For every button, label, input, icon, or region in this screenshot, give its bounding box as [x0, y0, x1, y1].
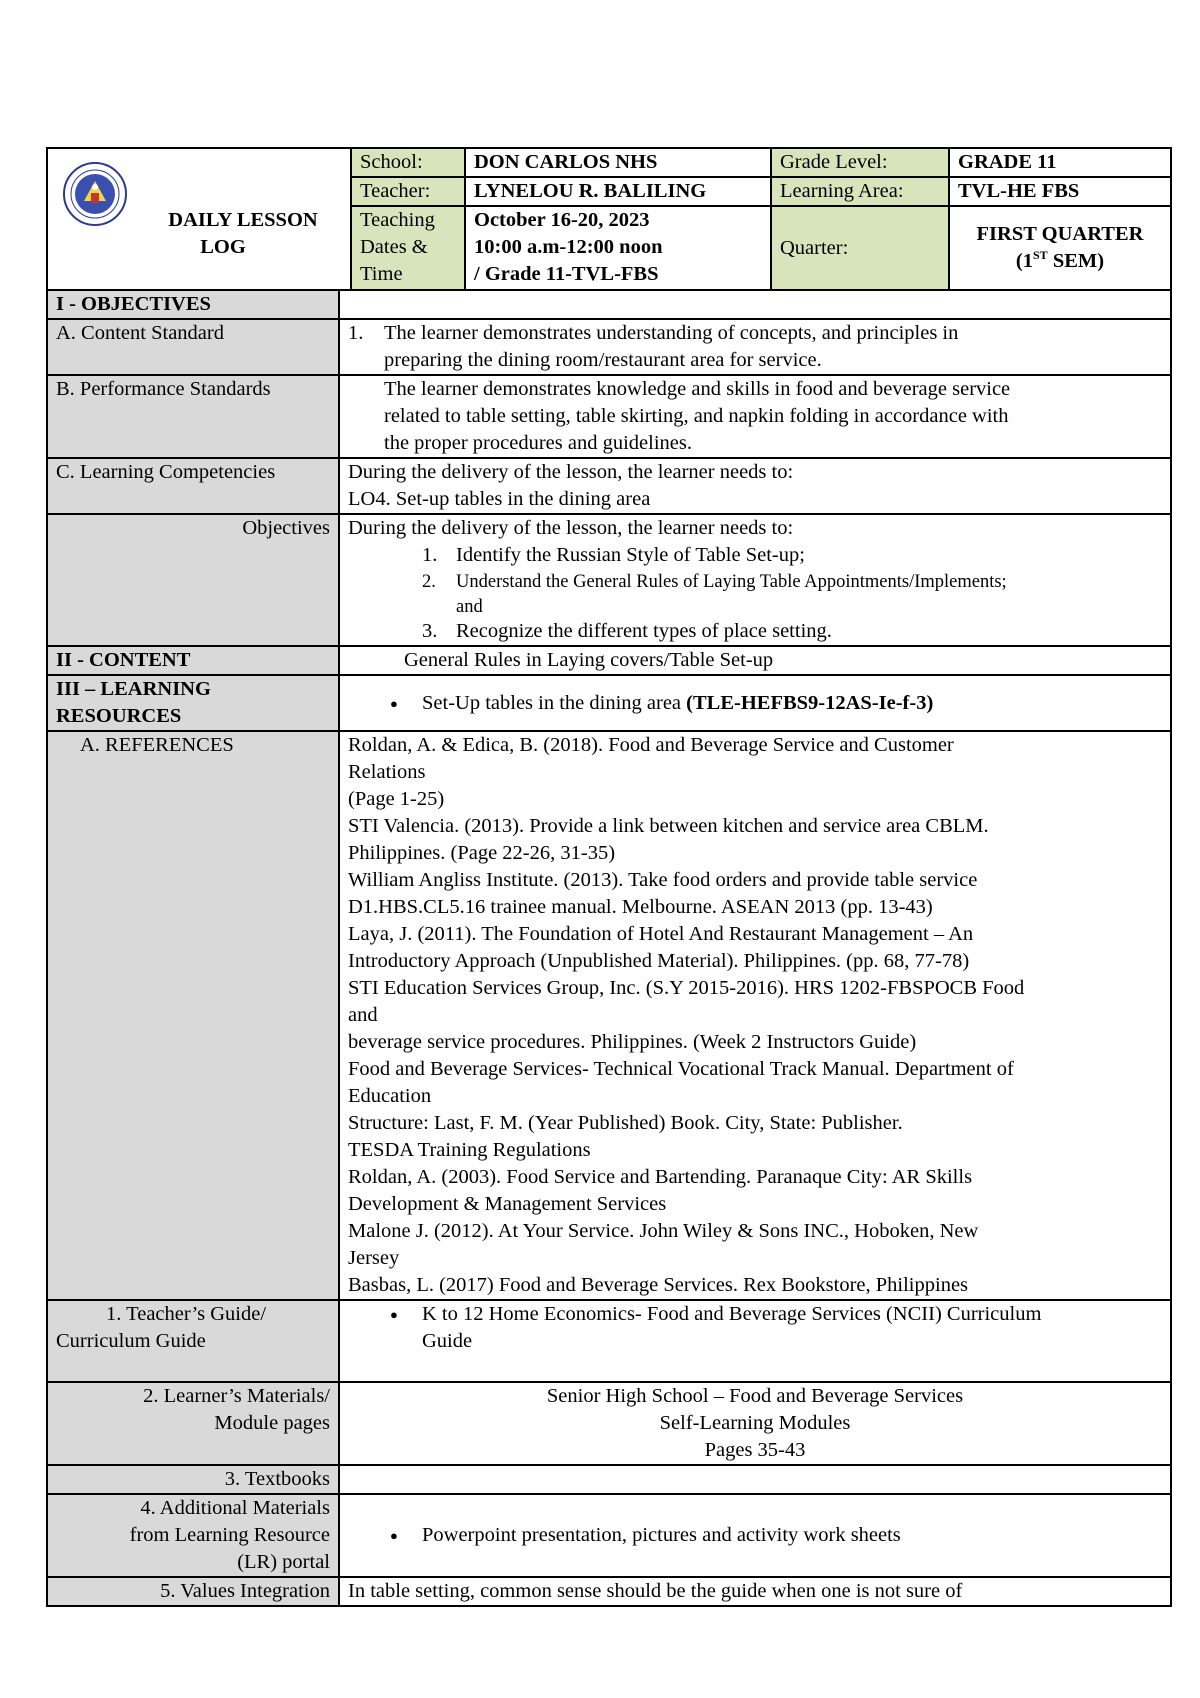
learners-materials-line-1: Senior High School – Food and Beverage Services [546, 1385, 964, 1407]
resources-heading-2: RESOURCES [56, 705, 182, 727]
reference-line: Jersey [348, 1247, 400, 1269]
quarter-sup: ST [1033, 248, 1048, 263]
references-value [339, 731, 1171, 1300]
quarter-open: (1 [1015, 250, 1033, 273]
reference-line: Malone J. (2012). At Your Service. John Wiley & Sons INC., Hoboken, New [348, 1220, 979, 1242]
teacher-label: Teacher: [351, 177, 465, 206]
quarter-label: Quarter: [771, 206, 949, 290]
resources-text: Set-Up tables in the dining area [422, 691, 687, 714]
reference-line: Structure: Last, F. M. (Year Published) Book. City, State: Publisher. [348, 1112, 903, 1134]
quarter-value [949, 206, 1171, 290]
performance-value [339, 375, 1171, 458]
content-standard-num: 1. [348, 322, 364, 344]
content-standard-value [339, 319, 1171, 375]
teachers-guide-value [339, 1300, 1171, 1382]
objectives-intro: During the delivery of the lesson, the learner needs to: [348, 517, 794, 539]
objective-item [348, 569, 1162, 618]
grade-label: Grade Level: [771, 148, 949, 177]
dates-value-2: 10:00 a.m-12:00 noon [474, 236, 663, 259]
objective-num: 3. [422, 620, 438, 642]
values-integration-label: 5. Values Integration [47, 1577, 339, 1606]
objective-text: Understand the General Rules of Laying Table Appointments/Implements; [456, 572, 1007, 592]
reference-line: Relations [348, 761, 426, 783]
school-value: DON CARLOS NHS [465, 148, 771, 177]
content-standard-label: A. Content Standard [47, 319, 339, 375]
dates-label-1: Teaching [360, 209, 435, 232]
teachers-guide-line-1: ● K to 12 Home Economics- Food and Beverage Services (NCII) Curriculum [348, 1301, 1162, 1328]
dates-label-2: Dates & [360, 236, 428, 259]
performance-line-3: the proper procedures and guidelines. [384, 432, 692, 454]
reference-line: Food and Beverage Services- Technical Vocational Track Manual. Department of [348, 1058, 1014, 1080]
reference-line: beverage service procedures. Philippines. (Week 2 Instructors Guide) [348, 1031, 917, 1053]
title-line-2: LOG [200, 236, 246, 258]
content-value [339, 646, 1171, 675]
reference-line: D1.HBS.CL5.16 trainee manual. Melbourne. ASEAN 2013 (pp. 13-43) [348, 896, 933, 918]
objectives-heading-blank [339, 290, 1171, 319]
dates-label-3: Time [360, 263, 403, 286]
reference-line: Laya, J. (2011). The Foundation of Hotel And Restaurant Management – An [348, 923, 974, 945]
quarter-value-2 [958, 248, 1162, 275]
school-label: School: [351, 148, 465, 177]
reference-line: Introductory Approach (Unpublished Material). Philippines. (pp. 68, 77-78) [348, 950, 970, 972]
competencies-line-1: During the delivery of the lesson, the learner needs to: [348, 461, 794, 483]
references-label-text: A. REFERENCES [80, 734, 234, 756]
references-label [47, 731, 339, 1300]
learners-materials-value [339, 1382, 1171, 1465]
learners-materials-line-3: Pages 35-43 [704, 1439, 806, 1461]
performance-label: B. Performance Standards [47, 375, 339, 458]
teachers-guide-line-2: Guide [422, 1330, 473, 1352]
additional-materials-label-3: (LR) portal [237, 1551, 330, 1573]
additional-materials-label-2: from Learning Resource [129, 1524, 330, 1546]
learners-materials-line-2: Self-Learning Modules [659, 1412, 851, 1434]
dates-value-3: / Grade 11-TVL-FBS [474, 263, 659, 286]
textbooks-value [339, 1465, 1171, 1494]
grade-value: GRADE 11 [949, 148, 1171, 177]
reference-line: and [348, 1004, 378, 1026]
additional-materials-label-1: 4. Additional Materials [140, 1497, 330, 1519]
reference-line: Development & Management Services [348, 1193, 667, 1215]
daily-lesson-log-sheet [46, 147, 1170, 1607]
teachers-guide-label-1: 1. Teacher’s Guide/ [106, 1303, 267, 1325]
dates-value [465, 206, 771, 290]
content-standard-line-1: The learner demonstrates understanding of concepts, and principles in [384, 322, 959, 344]
competencies-label: C. Learning Competencies [47, 458, 339, 514]
resources-bullet [348, 690, 1162, 717]
competencies-line-2: LO4. Set-up tables in the dining area [348, 488, 651, 510]
additional-materials-value [339, 1494, 1171, 1577]
resources-heading-1: III – LEARNING [56, 678, 211, 700]
additional-materials-label [47, 1494, 339, 1577]
deped-seal-icon [62, 161, 128, 227]
reference-line: Roldan, A. (2003). Food Service and Bartending. Paranaque City: AR Skills [348, 1166, 973, 1188]
objective-text: Recognize the different types of place setting. [456, 620, 832, 642]
reference-line: William Angliss Institute. (2013). Take food orders and provide table service [348, 869, 978, 891]
teachers-guide-label [47, 1300, 339, 1382]
title-line-1: DAILY LESSON [168, 209, 318, 231]
competencies-value [339, 458, 1171, 514]
learners-materials-label [47, 1382, 339, 1465]
area-value: TVL-HE FBS [949, 177, 1171, 206]
objective-num: 2. [422, 572, 436, 592]
reference-line: Education [348, 1085, 432, 1107]
resources-heading [47, 675, 339, 731]
header-block [46, 147, 1170, 291]
resources-value [339, 675, 1171, 731]
objective-text-cont: and [456, 597, 483, 617]
objective-text: Identify the Russian Style of Table Set-up; [456, 544, 805, 566]
reference-line: STI Valencia. (2013). Provide a link between kitchen and service area CBLM. [348, 815, 989, 837]
reference-line: STI Education Services Group, Inc. (S.Y 2015-2016). HRS 1202-FBSPOCB Food [348, 977, 1025, 999]
objective-item [348, 618, 1162, 645]
learners-materials-label-2: Module pages [214, 1412, 330, 1434]
objectives-label: Objectives [47, 514, 339, 646]
reference-line: Basbas, L. (2017) Food and Beverage Services. Rex Bookstore, Philippines [348, 1274, 969, 1296]
quarter-sem: SEM) [1047, 250, 1105, 273]
logo-title-cell [47, 148, 351, 290]
page-title [148, 207, 338, 261]
performance-line-1: The learner demonstrates knowledge and skills in food and beverage service [384, 378, 1011, 400]
reference-line: TESDA Training Regulations [348, 1139, 591, 1161]
area-label: Learning Area: [771, 177, 949, 206]
lesson-body-table [46, 289, 1172, 1607]
dates-value-1: October 16-20, 2023 [474, 209, 650, 232]
dates-label [351, 206, 465, 290]
objectives-value [339, 514, 1171, 646]
resources-code: (TLE-HEFBS9-12AS-Ie-f-3) [686, 691, 934, 714]
reference-line: Roldan, A. & Edica, B. (2018). Food and Beverage Service and Customer [348, 734, 954, 756]
quarter-value-1: FIRST QUARTER [976, 223, 1144, 246]
objective-num: 1. [422, 544, 438, 566]
content-heading: II - CONTENT [47, 646, 339, 675]
teachers-guide-label-2: Curriculum Guide [56, 1330, 206, 1352]
header-table [46, 147, 1172, 291]
objective-item [348, 542, 1162, 569]
reference-line: Philippines. (Page 22-26, 31-35) [348, 842, 616, 864]
learners-materials-label-1: 2. Learner’s Materials/ [143, 1385, 330, 1407]
objectives-heading: I - OBJECTIVES [47, 290, 339, 319]
additional-materials-text: ● Powerpoint presentation, pictures and activity work sheets [348, 1522, 1162, 1549]
performance-line-2: related to table setting, table skirting, and napkin folding in accordance with [384, 405, 1009, 427]
teacher-value: LYNELOU R. BALILING [465, 177, 771, 206]
textbooks-label: 3. Textbooks [47, 1465, 339, 1494]
content-value-text: General Rules in Laying covers/Table Set-up [404, 649, 774, 671]
reference-line: (Page 1-25) [348, 788, 445, 810]
content-standard-line-2: preparing the dining room/restaurant area for service. [384, 349, 822, 371]
values-integration-value: In table setting, common sense should be the guide when one is not sure of [339, 1577, 1171, 1606]
